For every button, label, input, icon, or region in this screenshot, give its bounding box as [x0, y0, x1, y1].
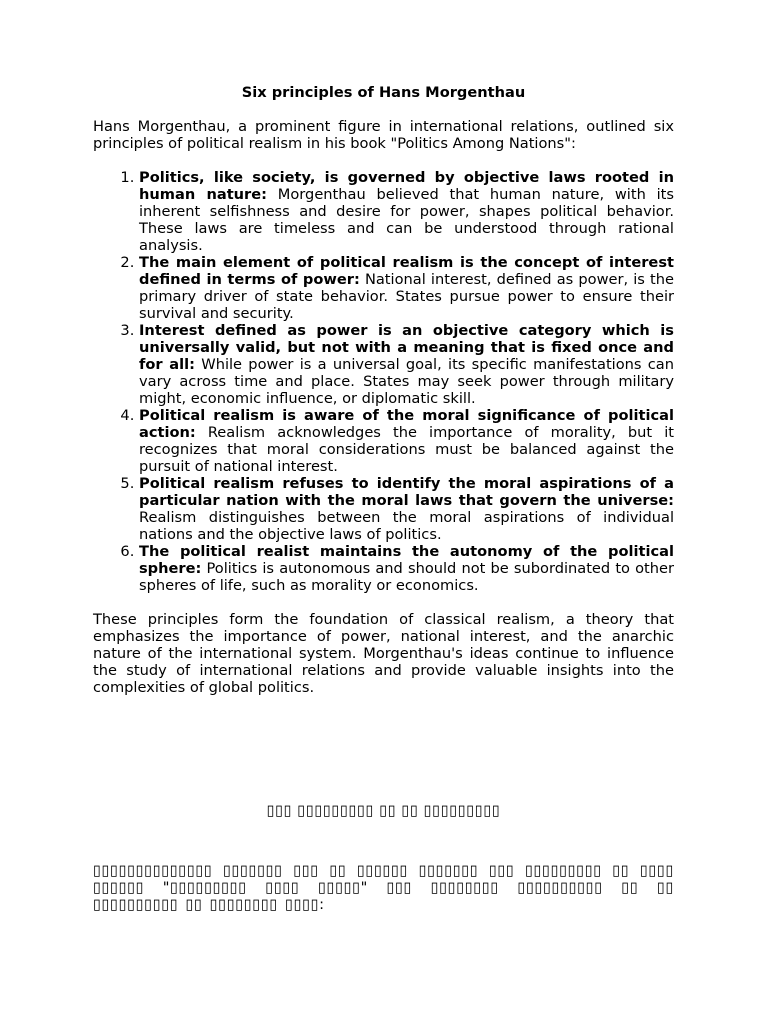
unrendered-script-title: ▯▯▯ ▯▯▯▯▯▯▯▯▯ ▯▯ ▯▯ ▯▯▯▯▯▯▯▯▯ [266, 802, 501, 819]
principle-lead: The main element of political realism is the concept of interest defined in terms of power: [139, 254, 674, 288]
document-page [93, 84, 674, 696]
document-title: Six principles of Hans Morgenthau [241, 84, 526, 101]
principle-text: Realism acknowledges the importance of morality, but it recognizes that moral considerations must be balanced against the pursuit of national interest. [139, 424, 674, 475]
intro-paragraph: Hans Morgenthau, a prominent figure in international relations, outlined six principles of political realism in his book "Politics Among Nations": [93, 118, 674, 152]
principle-lead: Political realism is aware of the moral significance of political action: [139, 407, 674, 441]
list-item [139, 475, 674, 543]
principle-text: Politics is autonomous and should not be subordinated to other spheres of life, such as morality or economics. [139, 560, 674, 594]
principle-text: While power is a universal goal, its specific manifestations can vary across time and place. States may seek power through military might, economic influence, or diplomatic skill. [139, 356, 674, 407]
principle-lead: Political realism refuses to identify the moral aspirations of a particular nation with the moral laws that govern the universe: [139, 475, 674, 509]
principle-lead: Interest defined as power is an objective category which is universally valid, but not with a meaning that is fixed once and for all: [139, 322, 674, 373]
principle-text: National interest, defined as power, is the primary driver of state behavior. States pursue power to ensure their survival and security. [139, 271, 674, 322]
principle-text: Morgenthau believed that human nature, with its inherent selfishness and desire for power, shapes political behavior. These laws are timeless and can be understood through rational analysis. [139, 186, 674, 254]
list-item [139, 322, 674, 407]
principles-list [93, 169, 674, 594]
unrendered-script-paragraph: ▯▯▯▯▯▯▯▯▯▯▯▯▯▯ ▯▯▯▯▯▯▯ ▯▯▯ ▯▯ ▯▯▯▯▯▯ ▯▯▯▯▯▯▯ ▯▯▯ ▯▯▯▯▯▯▯▯▯ ▯▯ ▯▯▯▯ ▯▯▯▯▯▯ "▯▯▯▯▯▯▯▯▯ ▯▯▯▯ ▯▯▯▯▯" ▯▯▯ ▯▯▯▯▯▯▯▯ ▯▯▯▯▯▯▯▯▯▯ ▯▯ ▯▯ ▯▯▯▯▯▯▯▯▯▯ ▯▯ ▯▯▯▯▯▯▯▯ ▯▯▯▯: [93, 862, 674, 913]
list-item [139, 543, 674, 594]
principle-lead: The political realist maintains the autonomy of the political sphere: [139, 543, 674, 577]
principle-text: Realism distinguishes between the moral aspirations of individual nations and the objective laws of politics. [139, 509, 674, 543]
list-item [139, 254, 674, 322]
list-item [139, 169, 674, 254]
principle-lead: Politics, like society, is governed by objective laws rooted in human nature: [139, 169, 674, 203]
conclusion-paragraph: These principles form the foundation of classical realism, a theory that emphasizes the importance of power, national interest, and the anarchic nature of the international system. Morgenthau's ideas continue to influence the study of international relations and provide valuable insights into the complexities of global politics. [93, 611, 674, 696]
list-item [139, 407, 674, 475]
